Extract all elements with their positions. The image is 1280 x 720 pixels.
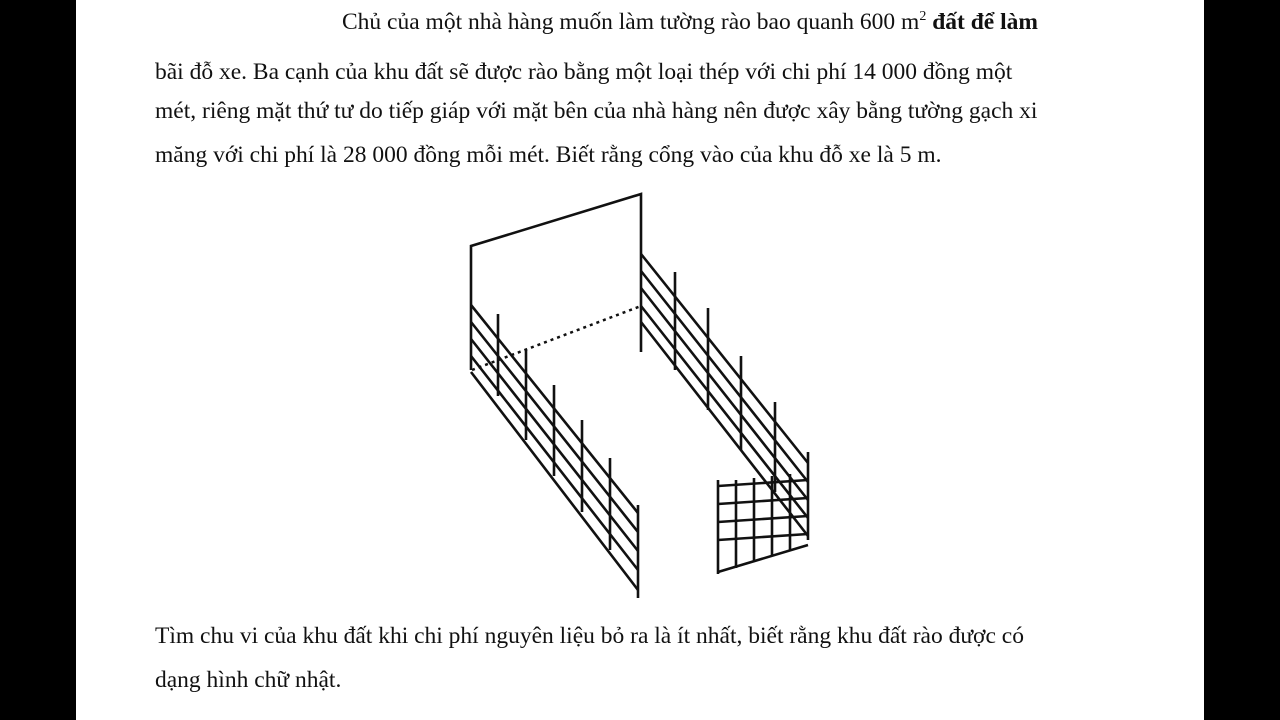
right-fence [641, 250, 808, 540]
left-letterbox [0, 0, 76, 720]
problem-line-2: bãi đỗ xe. Ba cạnh của khu đất sẽ được rào bằng một loại thép với chi phí 14 000 đồng một [155, 59, 1013, 85]
fenced-parking-lot-diagram [455, 185, 825, 605]
question-line-2: dạng hình chữ nhật. [155, 667, 342, 693]
question-line-1: Tìm chu vi của khu đất khi chi phí nguyên liệu bỏ ra là ít nhất, biết rằng khu đất rào được có [155, 623, 1024, 649]
right-letterbox [1204, 0, 1280, 720]
left-fence [471, 305, 638, 598]
brick-wall [471, 194, 641, 370]
problem-line-3: mét, riêng mặt thứ tư do tiếp giáp với mặt bên của nhà hàng nên được xây bằng tường gạch xi [155, 98, 1038, 124]
problem-line-4: măng với chi phí là 28 000 đồng mỗi mét. Biết rằng cổng vào của khu đỗ xe là 5 m. [155, 142, 942, 168]
problem-line-1: Chủ của một nhà hàng muốn làm tường rào bao quanh 600 $m^2$ đất để làm [342, 9, 1038, 35]
front-fence [718, 474, 808, 574]
